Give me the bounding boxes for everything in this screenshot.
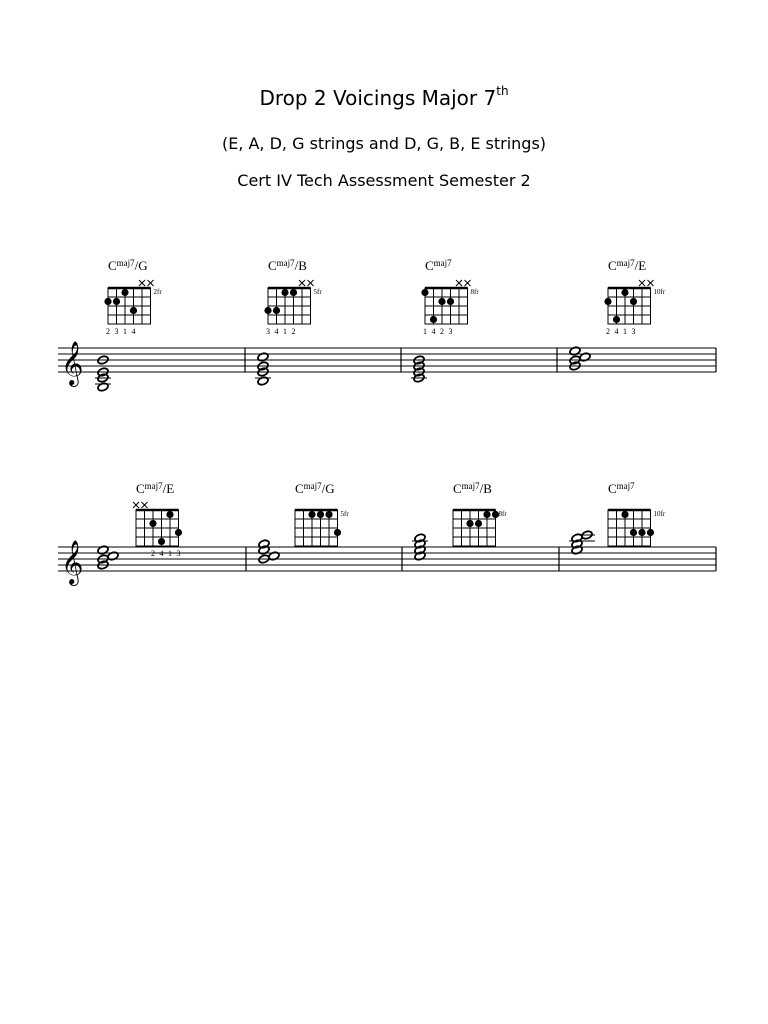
finger-dot <box>158 538 165 545</box>
finger-number: 3 <box>176 549 181 558</box>
chord-name: $C^{maj7}$ <box>425 258 452 273</box>
finger-dot <box>113 298 120 305</box>
fret-position-label: 5fr <box>313 288 322 296</box>
finger-dot <box>166 511 173 518</box>
finger-dot <box>317 511 324 518</box>
chord-name: $C^{maj7}/G$ <box>295 481 335 496</box>
fret-position-label: 8fr <box>498 510 507 518</box>
finger-dot <box>281 289 288 296</box>
fret-position-label: 10fr <box>653 510 666 518</box>
finger-number: 3 <box>631 327 636 336</box>
finger-dot <box>638 529 645 536</box>
finger-dot <box>308 511 315 518</box>
finger-number: 1 <box>168 549 172 558</box>
page-subtitle: (E, A, D, G strings and D, G, B, E strings) <box>221 134 547 153</box>
chord-name: $C^{maj7}/B$ <box>453 481 492 496</box>
music-system-1 <box>0 248 768 408</box>
finger-dot <box>621 511 628 518</box>
finger-number: 1 <box>123 327 127 336</box>
finger-dot <box>130 307 137 314</box>
finger-number: 1 <box>423 327 427 336</box>
chord-name: $C^{maj7}/B$ <box>268 258 307 273</box>
fret-position-label: 8fr <box>470 288 479 296</box>
finger-dot <box>121 289 128 296</box>
fret-position-label: 10fr <box>653 288 666 296</box>
chord-name: $C^{maj7}$ <box>608 481 635 496</box>
finger-dot <box>264 307 271 314</box>
treble-clef-icon: 𝄞 <box>61 341 84 385</box>
finger-dot <box>630 298 637 305</box>
finger-dot <box>104 298 111 305</box>
finger-number: 4 <box>614 327 619 336</box>
finger-number: 4 <box>431 327 436 336</box>
fret-position-label: 5fr <box>340 510 349 518</box>
finger-dot <box>483 511 490 518</box>
chord-name: $C^{maj7}/G$ <box>108 258 148 273</box>
finger-dot <box>421 289 428 296</box>
finger-number: 4 <box>274 327 279 336</box>
finger-dot <box>604 298 611 305</box>
finger-dot <box>438 298 445 305</box>
finger-dot <box>149 520 156 527</box>
finger-number: 3 <box>448 327 453 336</box>
finger-number: 2 <box>440 327 444 336</box>
finger-dot <box>647 529 654 536</box>
fret-position-label: 2fr <box>153 288 162 296</box>
course-label: Cert IV Tech Assessment Semester 2 <box>237 171 531 190</box>
finger-number: 3 <box>266 327 270 336</box>
chord-name: $C^{maj7}/E$ <box>136 481 175 496</box>
finger-dot <box>273 307 280 314</box>
finger-dot <box>290 289 297 296</box>
finger-number: 1 <box>283 327 287 336</box>
finger-number: 4 <box>159 549 164 558</box>
finger-number: 2 <box>151 549 155 558</box>
chord-name: $C^{maj7}/E$ <box>608 258 647 273</box>
finger-number: 2 <box>291 327 296 336</box>
finger-dot <box>325 511 332 518</box>
treble-clef-icon: 𝄞 <box>61 540 84 584</box>
finger-dot <box>334 529 341 536</box>
finger-dot <box>175 529 182 536</box>
finger-number: 3 <box>114 327 119 336</box>
finger-dot <box>621 289 628 296</box>
page-title: Drop 2 Voicings Major 7th <box>259 84 509 110</box>
finger-number: 2 <box>106 327 110 336</box>
music-system-2 <box>0 478 768 618</box>
finger-number: 2 <box>606 327 610 336</box>
finger-dot <box>613 316 620 323</box>
finger-number: 4 <box>131 327 136 336</box>
finger-dot <box>630 529 637 536</box>
finger-dot <box>466 520 473 527</box>
finger-number: 1 <box>623 327 627 336</box>
finger-dot <box>447 298 454 305</box>
finger-dot <box>475 520 482 527</box>
finger-dot <box>430 316 437 323</box>
